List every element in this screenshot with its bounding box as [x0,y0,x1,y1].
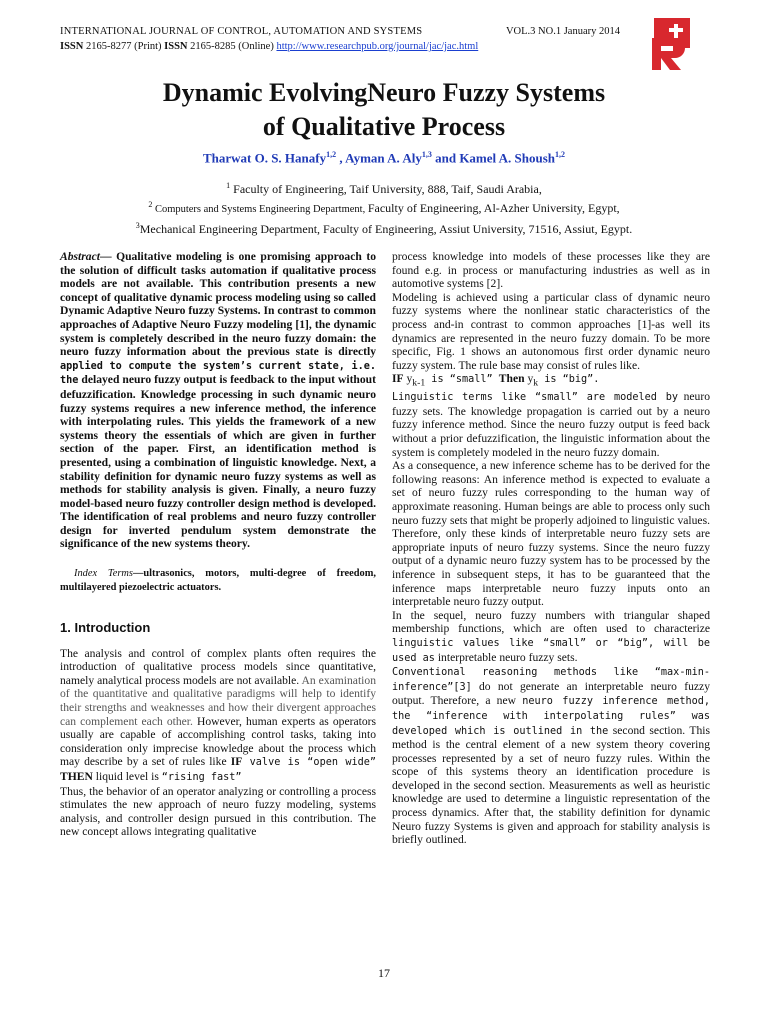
author-sep-1: , [336,150,346,166]
right-paragraph-5a: In the sequel, neuro fuzzy numbers with triangular shaped membership functions, which are often used to characterize [392,608,710,636]
right-paragraph-4: As a consequence, a new inference scheme has to be derived for the following reasons: An inference method is expected to evaluate a set of neuro fuzzy rules corresponding to the human way of approximate reasoning. Human beings are able to process only such neuro fuzzy sets that might be properly adjoined to linguistic values. Therefore, only these kinds of interpretable neuro fuzzy sets are appropriate inputs of neuro fuzzy systems. Since the neuro fuzzy output of a dynamic neuro fuzzy system has to be processed by the inference in subsequent steps, it has to be guaranteed that the inference maps interpretable neuro fuzzy inputs onto an interpretable neuro fuzzy output. [392,459,710,609]
right-paragraph-6-mono-2: neuro fuzzy inference method, the “inference with interpolating rules” was developed which is outlined in the [392,696,710,737]
author-1: Tharwat O. S. Hanafy [202,150,327,166]
right-paragraph-5-mono: linguistic values like “small” or “big”, will be used as [392,637,710,664]
intro-rule-then: THEN [60,770,93,783]
abstract-text-mono: applied to compute the system’s current state, i.e. the [60,360,376,387]
rule-y1-sub: k-1 [412,377,426,389]
title-line-2: of Qualitative Process [262,112,506,141]
right-paragraph-6a: do not generate an interpretable neuro fuzzy output. Therefore, a new [392,679,710,708]
affiliation-3 [60,218,708,237]
affiliations [60,178,708,237]
paper-title [60,76,708,144]
page-number: 17 [378,966,390,980]
abstract [60,250,376,551]
rule-y2-sub: k [533,377,539,389]
right-paragraph-3 [392,390,710,459]
author-2-affil: 1,3 [421,150,432,159]
issn-print: 2165-8277 (Print) [85,41,162,52]
journal-header [60,24,620,54]
right-paragraph-2: Modeling is achieved using a particular class of dynamic neuro fuzzy systems where the nonlinear static characteristics of the process and-in contrast to common approaches [1]-as well its dynamics are represented in the neuro fuzzy domain. To be more specific, Fig. 1 shows an autonomous first order dynamic neuro fuzzy system. The rule base may consist of rules like. [392,290,710,372]
abstract-dash: — [99,250,117,263]
rule-if: IF [392,372,404,386]
intro-paragraph-1 [60,647,376,785]
intro-text-1a: The analysis and control of complex plants often requires the introduction of qualitative process models since quantitative, namely analytical process models are not available. [60,646,376,687]
affiliation-2-sup: 2 [148,200,153,209]
issn-online: 2165-8285 (Online) [190,41,274,52]
right-paragraph-5b: interpretable neuro fuzzy sets. [434,650,578,664]
right-paragraph-3-text: neuro fuzzy sets. The knowledge propagation is carried out by a neuro fuzzy inference method. Since the neuro fuzzy output is feed back without a prior defuzzification, the linguistic information about the system is completely modeled in the neuro fuzzy domain. [392,390,711,459]
affiliation-1-text: Faculty of Engineering, Taif University, 888, Taif, Saudi Arabia, [230,182,542,196]
index-terms [60,567,376,595]
issn-label-online: ISSN [164,41,188,52]
intro-rule-condition: valve is “open wide” [242,757,376,769]
title-line-1: Dynamic EvolvingNeuro Fuzzy Systems [162,78,606,107]
right-paragraph-6-mono-1: Conventional reasoning methods like “max-min- inference”[3] [392,667,710,693]
affiliation-2-text: Faculty of Engineering, Al-Azher University, Egypt, [367,201,620,215]
publisher-logo-icon [648,18,692,70]
affiliation-2 [60,197,708,218]
right-paragraph-5 [392,609,710,665]
intro-rule-if: IF [230,755,243,769]
intro-text-1c: However, human experts as operators usually are capable of accomplishing control tasks, taking into consideration only imprecise knowledge about the process which may describe by a set of rules like [60,714,377,769]
right-column [392,250,710,847]
rule-is-small: is “small” [425,374,499,386]
right-paragraph-6 [392,665,710,847]
rule-y2: y [524,372,534,386]
intro-paragraph-2: Thus, the behavior of an operator analyzing or controlling a process stimulates the new approach of neuro fuzzy modeling, systems analysis, and controller design pursued in this contribution. The new concept allows integrating qualitative [60,784,376,839]
intro-rule-text: liquid level is [92,770,162,783]
affiliation-2-dept: Computers and Systems Engineering Department, [152,204,368,215]
right-paragraph-3-mono: Linguistic terms like “small” are modeled by [392,392,679,404]
header-row-issn [60,39,620,54]
journal-volume: VOL.3 NO.1 January 2014 [505,26,620,37]
affiliation-3-sup: 3 [135,221,140,230]
author-3-affil: 1,2 [555,150,566,159]
right-paragraph-6b: second section. This method is the central element of a new system theory covering processes represented by a set of neuro fuzzy rules. Within the scope of this systems theory an identification procedure is developed in the second section. Measurements as well as heuristic knowledge are used to determine a linguistic representation of the process dynamics. After that, the stability definition for dynamic Neuro fuzzy Systems is given and approach for stability analysis is briefly outlined. [392,723,711,847]
author-2: Ayman A. Aly [345,150,422,166]
rule-then: Then [498,372,525,386]
right-paragraph-1: process knowledge into models of these processes like they are found e.g. in process or manufacturing industries as well as in automotive systems [2]. [392,250,710,291]
author-list [60,150,708,166]
journal-url-link[interactable]: http://www.researchpub.org/journal/jac/jac.html [276,41,479,52]
rule-example [392,372,710,390]
author-sep-2: and [431,150,460,166]
index-terms-text: —ultrasonics, motors, multi-degree of freedom, multilayered piezoelectric actuators. [60,568,377,594]
intro-text-1b: An examination of the quantitative and qualitative paradigms will help to identify their strengths and weaknesses and how their divergent approaches can complement each other. [60,673,376,728]
header-row-journal [60,24,620,39]
affiliation-3-text: Mechanical Engineering Department, Faculty of Engineering, Assiut University, 71516, Assiut, Egypt. [139,222,633,236]
abstract-text-2: delayed neuro fuzzy output is feedback to the input without defuzzification. Knowledge processing in such dynamic neuro fuzzy systems requires a new inference method, the inference with interpolating rules. This yields the framework of a new systems theory the essentials of which are given in further section of the paper. First, an identification method is presented, using a combination of linguistic knowledge. Next, a stability definition for dynamic neuro fuzzy systems as well as methods for stability analysis is given. Finally, a neuro fuzzy model-based neuro fuzzy controller design method is developed. The identification of real problems and neuro fuzzy controller design for inverted pendulum system demonstrate the significance of the new systems theory. [60,373,376,551]
rule-is-big: is “big”. [538,374,600,386]
affiliation-1 [60,178,708,197]
intro-rule-consequence: “rising fast” [161,772,242,783]
index-terms-label: Index Terms [74,568,133,580]
rule-y1: y [403,372,413,386]
section-heading-introduction: 1. Introduction [60,620,151,636]
author-3: Kamel A. Shoush [459,150,556,166]
journal-name: INTERNATIONAL JOURNAL OF CONTROL, AUTOMATION AND SYSTEMS [60,26,423,37]
issn-label-print: ISSN [60,41,84,52]
author-1-affil: 1,2 [326,150,337,159]
left-column [60,250,376,839]
abstract-label: Abstract [60,250,100,263]
affiliation-1-sup: 1 [226,181,231,190]
abstract-text-1: Qualitative modeling is one promising approach to the solution of difficult tasks automation if qualitative process models are not available. This contribution presents a new concept of qualitative dynamic process modeling using so called Dynamic Adaptive Neuro fuzzy Systems. In contrast to common approaches of Adaptive Neuro Fuzzy modeling [1], the dynamic system is completely described in the neuro fuzzy domain: the neuro fuzzy information about the previous state is directly [60,250,376,359]
